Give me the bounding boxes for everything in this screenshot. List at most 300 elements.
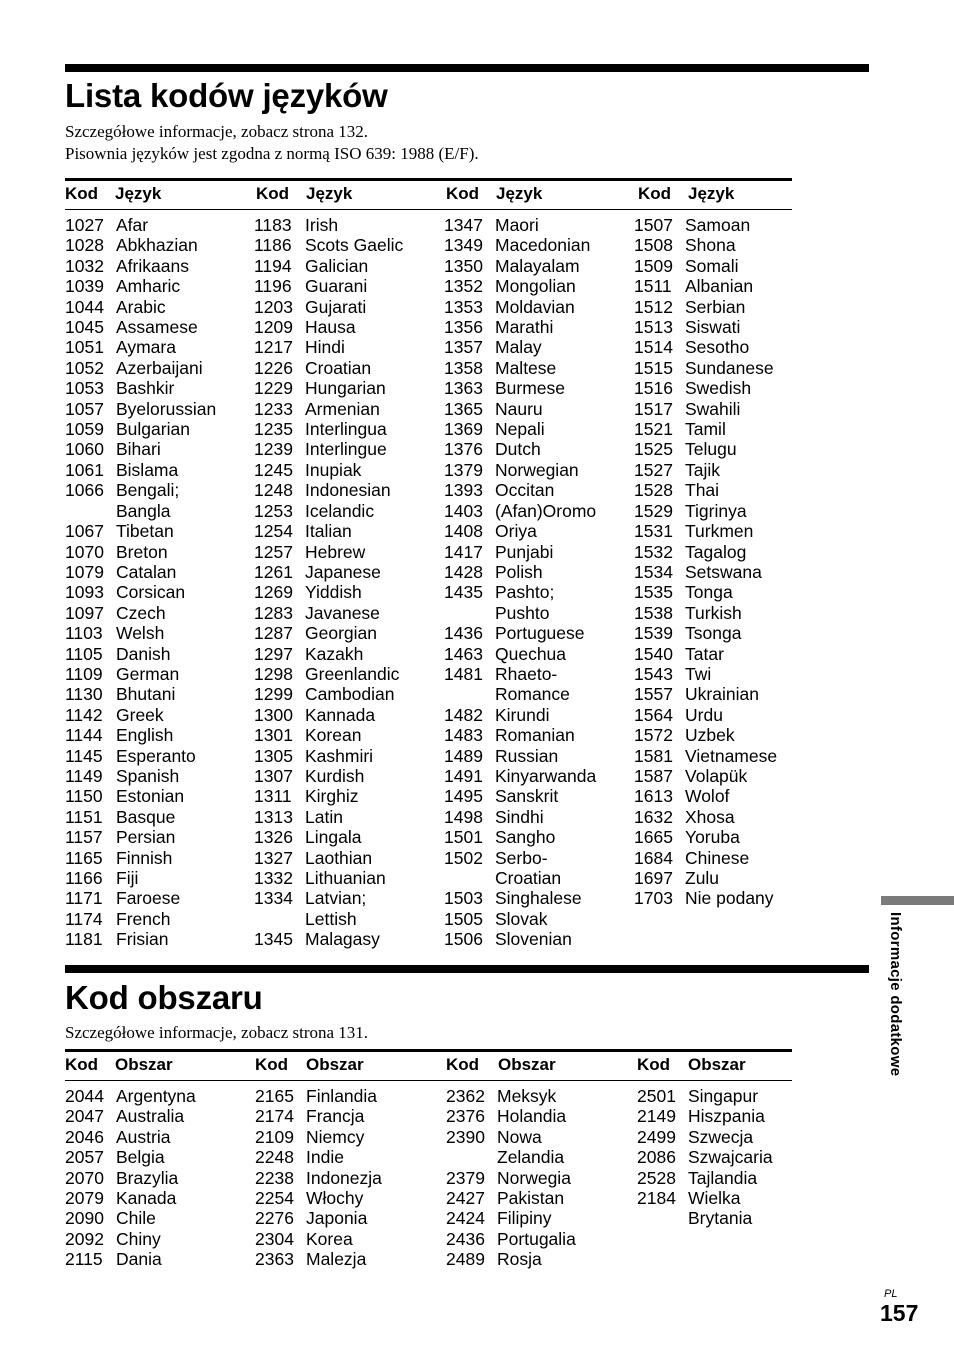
code-cell: 1066 <box>65 480 104 501</box>
code-cell: 1502 <box>444 847 483 868</box>
table-row <box>254 868 403 888</box>
code-cell: 1070 <box>65 541 104 562</box>
name-cell: Inupiak <box>305 459 362 480</box>
name-cell: Danish <box>116 643 171 664</box>
name-cell: Czech <box>116 602 166 623</box>
name-cell: Chiny <box>116 1228 161 1249</box>
code-cell: 2436 <box>446 1228 485 1249</box>
code-cell: 2238 <box>255 1167 294 1188</box>
name-cell: Zulu <box>685 868 720 888</box>
table-row <box>634 868 777 888</box>
table-row <box>444 399 596 419</box>
table-row <box>65 1086 196 1106</box>
name-cell: Guarani <box>305 276 368 297</box>
code-cell: 1307 <box>254 765 293 786</box>
name-cell: Belgia <box>116 1147 165 1168</box>
table-row <box>254 582 403 602</box>
name-cell: Sanskrit <box>495 786 559 807</box>
name-cell: Kazakh <box>305 643 364 664</box>
table-row <box>255 1229 382 1249</box>
code-cell: 1059 <box>65 419 104 440</box>
table-row <box>65 929 216 949</box>
side-tab-label: Informacje dodatkowe <box>887 912 904 1077</box>
table-row <box>446 1147 576 1167</box>
code-cell: 1305 <box>254 745 293 766</box>
table-row <box>65 868 216 888</box>
name-cell: Austria <box>116 1126 171 1147</box>
table-row <box>634 521 777 541</box>
code-cell: 1209 <box>254 317 293 338</box>
table-row <box>255 1188 382 1208</box>
table-row <box>254 909 403 929</box>
table-row <box>65 399 216 419</box>
code-cell: 1350 <box>444 255 483 276</box>
table-row <box>444 644 596 664</box>
name-cell: Wolof <box>685 786 730 807</box>
name-cell: Wielka <box>688 1188 741 1209</box>
area-note-reference: Szczegółowe informacje, zobacz strona 131. <box>65 1023 369 1042</box>
code-cell: 1358 <box>444 357 483 378</box>
name-cell: Marathi <box>495 317 554 338</box>
name-cell: Kinyarwanda <box>495 765 597 786</box>
name-cell: Norwegian <box>495 459 579 480</box>
table-row <box>444 562 596 582</box>
code-cell: 1543 <box>634 663 673 684</box>
code-cell: 1332 <box>254 868 293 888</box>
name-cell: (Afan)Oromo <box>495 500 597 521</box>
name-cell: Burmese <box>495 378 566 399</box>
name-cell: Lettish <box>305 908 357 929</box>
area-column-4 <box>637 1086 773 1229</box>
name-cell: Bengali; <box>116 480 180 501</box>
code-cell: 1483 <box>444 725 483 746</box>
code-cell: 1365 <box>444 398 483 419</box>
header-code-2: Kod <box>256 184 290 203</box>
name-cell: Sindhi <box>495 806 544 827</box>
code-cell: 1581 <box>634 745 673 766</box>
code-cell: 1298 <box>254 663 293 684</box>
table-row <box>634 623 777 643</box>
table-row <box>254 337 403 357</box>
code-cell: 1226 <box>254 357 293 378</box>
name-cell: Filipiny <box>497 1208 552 1229</box>
name-cell: Nauru <box>495 398 543 419</box>
code-cell: 1347 <box>444 215 483 235</box>
name-cell: Niemcy <box>306 1126 365 1147</box>
table-row <box>254 439 403 459</box>
name-cell: Urdu <box>685 704 723 725</box>
header-code-3: Kod <box>446 184 480 203</box>
code-cell: 1183 <box>254 215 292 235</box>
name-cell: Australia <box>116 1106 185 1127</box>
name-cell: English <box>116 725 174 746</box>
name-cell: Rhaeto- <box>495 663 558 684</box>
header-name-1: Język <box>115 184 162 203</box>
code-cell: 2092 <box>65 1228 104 1249</box>
code-cell: 1079 <box>65 561 104 582</box>
name-cell: Sangho <box>495 827 556 848</box>
name-cell: Hungarian <box>305 378 386 399</box>
code-cell: 2184 <box>637 1188 676 1209</box>
code-cell: 2046 <box>65 1126 104 1147</box>
code-cell: 1613 <box>634 786 673 807</box>
table-row <box>255 1249 382 1269</box>
area-header-name-2: Obszar <box>306 1055 364 1074</box>
name-cell: Afar <box>116 215 149 235</box>
name-cell: Bangla <box>116 500 171 521</box>
table-row <box>634 235 777 255</box>
code-cell: 2304 <box>255 1228 294 1249</box>
name-cell: Cambodian <box>305 684 395 705</box>
code-cell: 1357 <box>444 337 483 358</box>
table-row <box>634 888 777 908</box>
table-row <box>254 888 403 908</box>
table-row <box>446 1086 576 1106</box>
table-row <box>634 582 777 602</box>
table-row <box>637 1127 773 1147</box>
table-row <box>254 317 403 337</box>
name-cell: Portuguese <box>495 623 585 644</box>
table-row <box>637 1188 773 1208</box>
table-row <box>446 1106 576 1126</box>
name-cell: Hindi <box>305 337 345 358</box>
table-row <box>444 684 596 704</box>
code-cell: 1684 <box>634 847 673 868</box>
table-row <box>444 480 596 500</box>
code-cell: 1171 <box>65 888 103 909</box>
name-cell: Nie podany <box>685 888 774 909</box>
name-cell: Quechua <box>495 643 567 664</box>
code-cell: 1174 <box>65 908 103 929</box>
table-row <box>254 705 403 725</box>
table-row <box>444 909 596 929</box>
table-row <box>254 215 403 235</box>
table-row <box>65 603 216 623</box>
name-cell: Welsh <box>116 623 165 644</box>
name-cell: Norwegia <box>497 1167 571 1188</box>
name-cell: Swahili <box>685 398 741 419</box>
code-cell: 1044 <box>65 296 104 317</box>
area-code-table <box>65 1049 792 1276</box>
code-cell: 1538 <box>634 602 673 623</box>
table-row <box>254 419 403 439</box>
code-cell: 1435 <box>444 582 483 603</box>
name-cell: Malezja <box>306 1249 367 1270</box>
name-cell: Lithuanian <box>305 868 386 888</box>
code-cell: 1261 <box>254 561 293 582</box>
name-cell: Armenian <box>305 398 380 419</box>
table-row <box>634 419 777 439</box>
code-cell: 1203 <box>254 296 293 317</box>
table-row <box>444 664 596 684</box>
code-cell: 1528 <box>634 480 673 501</box>
name-cell: Pashto; <box>495 582 555 603</box>
name-cell: Assamese <box>116 317 198 338</box>
table-row <box>634 297 777 317</box>
code-cell: 1283 <box>254 602 293 623</box>
table-row <box>65 644 216 664</box>
code-cell: 2363 <box>255 1249 294 1270</box>
code-cell: 1428 <box>444 561 483 582</box>
name-cell: Argentyna <box>116 1086 196 1106</box>
code-cell: 1369 <box>444 419 483 440</box>
table-row <box>254 276 403 296</box>
table-row <box>65 256 216 276</box>
table-row <box>255 1127 382 1147</box>
name-cell: Javanese <box>305 602 380 623</box>
table-row <box>444 827 596 847</box>
code-cell: 1481 <box>444 663 483 684</box>
code-cell: 1057 <box>65 398 104 419</box>
code-cell <box>444 684 495 704</box>
code-cell: 1572 <box>634 725 673 746</box>
area-header-code-4: Kod <box>637 1055 671 1074</box>
name-cell: Nowa <box>497 1126 542 1147</box>
name-cell: Irish <box>305 215 339 235</box>
area-header-name-3: Obszar <box>498 1055 556 1074</box>
table-row <box>65 215 216 235</box>
code-cell: 1060 <box>65 439 104 460</box>
name-cell: Brytania <box>688 1208 753 1229</box>
code-cell: 1697 <box>634 868 673 888</box>
name-cell: Faroese <box>116 888 181 909</box>
code-cell: 1032 <box>65 255 104 276</box>
header-code-1: Kod <box>65 184 99 203</box>
code-cell: 1051 <box>65 337 104 358</box>
code-cell: 1505 <box>444 908 483 929</box>
code-cell: 1516 <box>634 378 673 399</box>
code-cell: 2254 <box>255 1188 294 1209</box>
language-table-header <box>65 181 792 210</box>
table-row <box>444 235 596 255</box>
name-cell: Esperanto <box>116 745 196 766</box>
table-row <box>65 1188 196 1208</box>
table-row <box>637 1086 773 1106</box>
header-name-4: Język <box>688 184 735 203</box>
code-cell: 1506 <box>444 929 483 950</box>
code-cell: 1540 <box>634 643 673 664</box>
table-row <box>65 480 216 500</box>
name-cell: Japonia <box>306 1208 368 1229</box>
table-row <box>634 684 777 704</box>
name-cell: Georgian <box>305 623 377 644</box>
name-cell: Italian <box>305 521 352 542</box>
name-cell: Kirghiz <box>305 786 359 807</box>
table-row <box>254 766 403 786</box>
table-row <box>254 623 403 643</box>
language-column-4 <box>634 215 777 909</box>
code-cell: 1229 <box>254 378 293 399</box>
code-cell: 2499 <box>637 1126 676 1147</box>
code-cell: 1053 <box>65 378 104 399</box>
code-cell: 1233 <box>254 398 293 419</box>
code-cell: 2390 <box>446 1126 485 1147</box>
table-row <box>634 337 777 357</box>
code-cell: 1039 <box>65 276 104 297</box>
table-row <box>254 399 403 419</box>
table-row <box>637 1106 773 1126</box>
table-row <box>65 766 216 786</box>
code-cell: 1097 <box>65 602 104 623</box>
code-cell <box>444 603 495 623</box>
table-row <box>444 439 596 459</box>
table-row <box>446 1127 576 1147</box>
code-cell: 1557 <box>634 684 673 705</box>
table-row <box>444 868 596 888</box>
code-cell: 1417 <box>444 541 483 562</box>
table-row <box>254 378 403 398</box>
name-cell: Somali <box>685 255 739 276</box>
code-cell: 2501 <box>637 1086 676 1106</box>
name-cell: Japanese <box>305 561 381 582</box>
table-row <box>446 1188 576 1208</box>
table-row <box>444 337 596 357</box>
name-cell: Croatian <box>495 868 562 888</box>
area-column-3 <box>446 1086 576 1270</box>
code-cell: 1356 <box>444 317 483 338</box>
name-cell: Spanish <box>116 765 180 786</box>
code-cell: 1165 <box>65 847 103 868</box>
table-row <box>634 542 777 562</box>
side-tab-marker <box>881 896 954 905</box>
code-cell: 1217 <box>254 337 293 358</box>
table-row <box>65 1229 196 1249</box>
table-row <box>634 807 777 827</box>
top-rule <box>65 64 869 72</box>
name-cell: Holandia <box>497 1106 567 1127</box>
name-cell: Nepali <box>495 419 545 440</box>
name-cell: Gujarati <box>305 296 367 317</box>
table-row <box>255 1106 382 1126</box>
name-cell: Indonesian <box>305 480 391 501</box>
name-cell: Bulgarian <box>116 419 190 440</box>
name-cell: Malayalam <box>495 255 580 276</box>
table-row <box>634 562 777 582</box>
name-cell: Albanian <box>685 276 754 297</box>
name-cell: Bashkir <box>116 378 175 399</box>
code-cell: 1491 <box>444 765 483 786</box>
name-cell: Tajik <box>685 459 721 480</box>
area-header-name-1: Obszar <box>115 1055 173 1074</box>
table-row <box>65 337 216 357</box>
name-cell: Serbian <box>685 296 746 317</box>
table-row <box>254 542 403 562</box>
code-cell: 2044 <box>65 1086 104 1106</box>
table-row <box>444 848 596 868</box>
code-cell <box>637 1208 688 1228</box>
name-cell: Xhosa <box>685 806 735 827</box>
name-cell: Bhutani <box>116 684 176 705</box>
table-row <box>65 460 216 480</box>
name-cell: Maltese <box>495 357 557 378</box>
code-cell: 1045 <box>65 317 104 338</box>
code-cell: 1535 <box>634 582 673 603</box>
code-cell: 2115 <box>65 1249 103 1270</box>
table-row <box>634 827 777 847</box>
code-cell: 2248 <box>255 1147 294 1168</box>
name-cell: Francja <box>306 1106 365 1127</box>
code-cell: 1498 <box>444 806 483 827</box>
name-cell: Moldavian <box>495 296 575 317</box>
name-cell: Dutch <box>495 439 541 460</box>
name-cell: Aymara <box>116 337 176 358</box>
language-note-iso: Pisownia języków jest zgodna z normą ISO 639: 1988 (E/F). <box>65 144 479 163</box>
table-row <box>254 603 403 623</box>
name-cell: French <box>116 908 171 929</box>
name-cell: Zelandia <box>497 1147 565 1168</box>
header-code-4: Kod <box>638 184 672 203</box>
table-row <box>446 1229 576 1249</box>
name-cell: Vietnamese <box>685 745 778 766</box>
code-cell: 1393 <box>444 480 483 501</box>
code-cell: 2057 <box>65 1147 104 1168</box>
code-cell: 1327 <box>254 847 293 868</box>
table-row <box>254 848 403 868</box>
code-cell: 1376 <box>444 439 483 460</box>
name-cell: Kirundi <box>495 704 550 725</box>
table-row <box>446 1208 576 1228</box>
name-cell: Galician <box>305 255 369 276</box>
name-cell: Estonian <box>116 786 185 807</box>
table-row <box>254 827 403 847</box>
name-cell: Amharic <box>116 276 181 297</box>
name-cell: Breton <box>116 541 168 562</box>
name-cell: Latvian; <box>305 888 367 909</box>
area-table-header <box>65 1052 792 1081</box>
name-cell: Slovenian <box>495 929 572 950</box>
table-row <box>444 460 596 480</box>
table-row <box>444 256 596 276</box>
name-cell: Latin <box>305 806 343 827</box>
name-cell: Szwecja <box>688 1126 754 1147</box>
table-row <box>65 725 216 745</box>
code-cell: 1482 <box>444 704 483 725</box>
table-row <box>65 1147 196 1167</box>
table-row <box>65 888 216 908</box>
name-cell: Kanada <box>116 1188 177 1209</box>
name-cell: Serbo- <box>495 847 548 868</box>
name-cell: German <box>116 663 180 684</box>
code-cell: 1028 <box>65 235 104 256</box>
name-cell: Szwajcaria <box>688 1147 773 1168</box>
table-row <box>254 664 403 684</box>
table-row <box>65 848 216 868</box>
code-cell: 1703 <box>634 888 673 909</box>
header-name-2: Język <box>306 184 353 203</box>
table-row <box>634 317 777 337</box>
code-cell: 1349 <box>444 235 483 256</box>
table-row <box>254 929 403 949</box>
name-cell: Persian <box>116 827 176 848</box>
name-cell: Slovak <box>495 908 548 929</box>
code-cell: 1501 <box>444 827 483 848</box>
code-cell: 1144 <box>65 725 103 746</box>
table-row <box>255 1168 382 1188</box>
area-column-1 <box>65 1086 196 1270</box>
table-row <box>254 807 403 827</box>
name-cell: Chinese <box>685 847 750 868</box>
code-cell: 1300 <box>254 704 293 725</box>
code-cell: 1269 <box>254 582 293 603</box>
code-cell: 1514 <box>634 337 673 358</box>
code-cell: 1513 <box>634 317 673 338</box>
name-cell: Greenlandic <box>305 663 400 684</box>
table-row <box>255 1208 382 1228</box>
middle-rule <box>65 965 869 973</box>
code-cell: 1525 <box>634 439 673 460</box>
area-header-name-4: Obszar <box>688 1055 746 1074</box>
code-cell: 2376 <box>446 1106 485 1127</box>
